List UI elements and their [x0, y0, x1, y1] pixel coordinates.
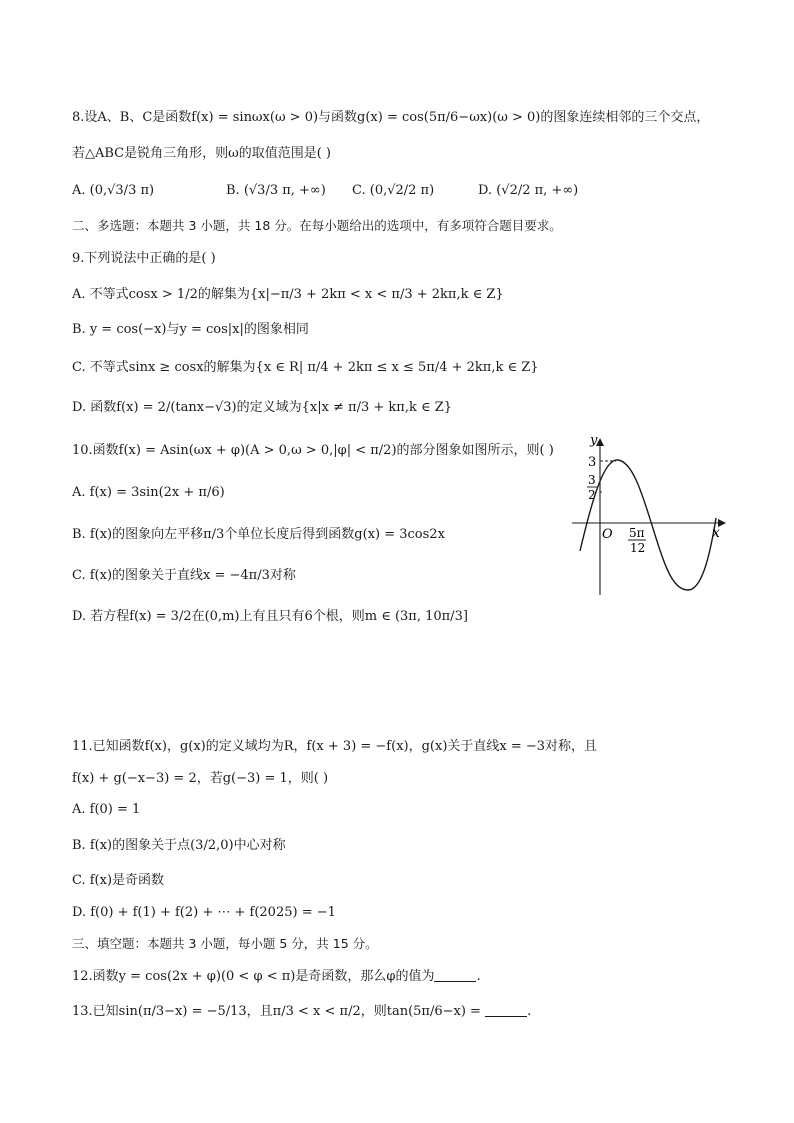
question-13: 13.已知sin(π/3−x) = −5/13，且π/3 < x < π/2，则tan(5π/6−x) = . [72, 1004, 532, 1019]
q8-stem-line1: 8.设A、B、C是函数f(x) = sinωx(ω > 0)与函数g(x) = cos(5π/6−ωx)(ω > 0)的图象连续相邻的三个交点， [72, 110, 710, 125]
q11-option-c: C. f(x)是奇函数 [72, 873, 165, 888]
q9-option-a: A. 不等式cosx > 1/2的解集为{x|−π/3 + 2kπ < x < π/3 + 2kπ,k ∈ Z} [72, 287, 504, 302]
q11-stem-line2: f(x) + g(−x−3) = 2，若g(−3) = 1，则( ) [72, 771, 329, 786]
y-tick-half-numerator: 3 [588, 473, 596, 487]
q10-option-d: D. 若方程f(x) = 3/2在(0,m)上有且只有6个根，则m ∈ (3π, 10π/3] [72, 609, 468, 624]
q9-stem: 9.下列说法中正确的是( ) [72, 251, 216, 266]
q8-option-a: A. (0,√3/3 π) [72, 183, 155, 198]
y-axis-label: y [590, 433, 598, 448]
q11-option-b: B. f(x)的图象关于点(3/2,0)中心对称 [72, 838, 286, 853]
q10-option-a: A. f(x) = 3sin(2x + π/6) [72, 485, 225, 500]
q11-option-d: D. f(0) + f(1) + f(2) + ⋯ + f(2025) = −1 [72, 905, 336, 920]
q8-option-d: D. (√2/2 π, +∞) [478, 183, 579, 198]
q9-option-c: C. 不等式sinx ≥ cosx的解集为{x ∈ R| π/4 + 2kπ ≤ x ≤ 5π/4 + 2kπ,k ∈ Z} [72, 360, 539, 375]
q8-option-b: B. (√3/3 π, +∞) [226, 183, 326, 198]
q10-option-c: C. f(x)的图象关于直线x = −4π/3对称 [72, 568, 296, 583]
q11-stem-line1: 11.已知函数f(x)，g(x)的定义域均为R，f(x + 3) = −f(x)，g(x)关于直线x = −3对称，且 [72, 739, 598, 754]
y-tick-half-denominator: 2 [588, 488, 596, 502]
q10-option-b: B. f(x)的图象向左平移π/3个单位长度后得到函数g(x) = 3cos2x [72, 527, 445, 542]
q9-option-d: D. 函数f(x) = 2/(tanx−√3)的定义域为{x|x ≠ π/3 + kπ,k ∈ Z} [72, 400, 453, 415]
q12-text: 12.函数y = cos(2x + φ)(0 < φ < π)是奇函数，那么φ的值为 [72, 969, 435, 984]
q9-option-b: B. y = cos(−x)与y = cos|x|的图象相同 [72, 322, 309, 337]
x-tick-numerator: 5π [629, 526, 645, 540]
q10-stem: 10.函数f(x) = Asin(ωx + φ)(A > 0,ω > 0,|φ| < π/2)的部分图象如图所示，则( ) [72, 443, 554, 458]
x-tick-denominator: 12 [630, 541, 646, 555]
origin-label: O [602, 527, 613, 542]
question-12: 12.函数y = cos(2x + φ)(0 < φ < π)是奇函数，那么φ的值为 . [72, 969, 481, 984]
q11-option-a: A. f(0) = 1 [72, 802, 141, 817]
q10-sine-graph [568, 430, 738, 600]
q13-text: 13.已知sin(π/3−x) = −5/13，且π/3 < x < π/2，则tan(5π/6−x) = [72, 1004, 486, 1019]
q12-answer-blank[interactable] [434, 981, 476, 982]
y-tick-max: 3 [588, 455, 597, 470]
q8-stem-line2: 若△ABC是锐角三角形，则ω的取值范围是( ) [72, 146, 332, 161]
q8-option-c: C. (0,√2/2 π) [352, 183, 435, 198]
q13-answer-blank[interactable] [485, 1016, 527, 1017]
x-axis-label: x [712, 525, 720, 541]
section-fill-in-heading: 三、填空题：本题共 3 小题，每小题 5 分，共 15 分。 [72, 936, 378, 951]
section-multiple-choice-heading: 二、多选题：本题共 3 小题，共 18 分。在每小题给出的选项中，有多项符合题目要求。 [72, 218, 562, 233]
